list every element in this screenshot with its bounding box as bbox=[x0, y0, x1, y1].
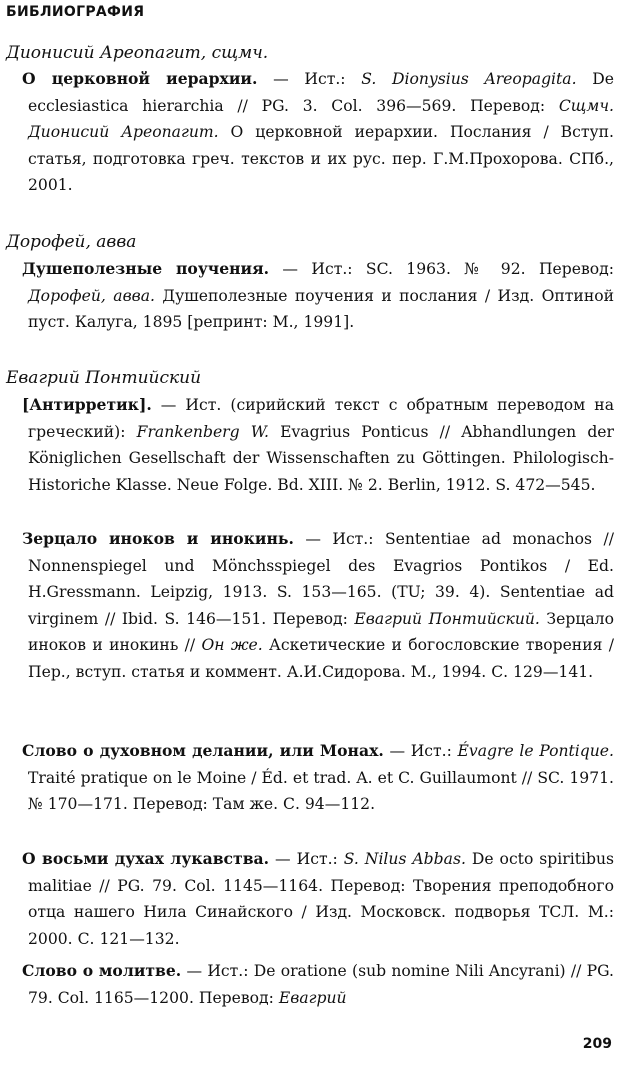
entry-text: О церковной иерархии. Послания / Вступ. статья, подготовка греч. текстов и их рус. пер. Г.М.Прохорова. СПб., 2001. bbox=[28, 123, 614, 195]
entry-title: Слово о духовном делании, или Монах. bbox=[22, 741, 384, 760]
entry-text: — Ист.: De oratione (sub nomine Nili Ancyrani) // PG. 79. Col. 1165—1200. Перевод: bbox=[28, 962, 614, 1007]
entry-text: Душеполезные поучения и послания / Изд. Оптиной пуст. Калуга, 1895 [репринт: М., 1991]. bbox=[28, 286, 615, 332]
entry-italic-text: Évagre le Pontique. bbox=[457, 742, 614, 760]
bibliography-entry bbox=[6, 738, 614, 818]
entry-text: — Ист.: Sententiae ad monachos // Nonnenspiegel und Mönchsspiegel des Evagrios Pontikos / Ed. H.Gressmann. Leipzig, 1913. S. 153—165. (TU; 39. 4). Sententiae ad virginem // Ibid. S. 146—151. Перевод: bbox=[28, 530, 614, 628]
entry-text: — Ист. (сирийский текст с обратным переводом на греческий): bbox=[28, 396, 614, 441]
entry-text: De ecclesiastica hierarchia // PG. 3. Col. 396—569. Перевод: bbox=[28, 70, 614, 115]
entry-text: — Ист.: bbox=[257, 70, 362, 88]
entry-italic-text: Он же. bbox=[201, 636, 263, 655]
entry-text: — Ист.: bbox=[383, 742, 458, 760]
entry-italic-text: Frankenberg W. bbox=[136, 422, 269, 441]
entry-text: Evagrius Ponticus // Abhandlungen der Königlichen Gesellschaft der Wissenschaften zu Göttingen. Philologisch-Historiche Klasse. Neue Folge. Bd. XIII. № 2. Berlin, 1912. S. 472—545. bbox=[28, 422, 614, 494]
page-number: 209 bbox=[582, 1036, 612, 1052]
entry-title: Слово о молитве. bbox=[22, 961, 182, 980]
bibliography-entry bbox=[6, 392, 614, 498]
entry-text: Зерцало иноков и инокинь // bbox=[28, 609, 614, 655]
entry-italic-text: Сщмч. Дионисий Ареопагит. bbox=[28, 96, 614, 142]
entry-title: Зерцало иноков и инокинь. bbox=[22, 529, 294, 548]
bibliography-entry bbox=[6, 256, 614, 336]
entry-text: De octo spiritibus malitiae // PG. 79. Col. 1145—1164. Перевод: Творения преподобного отца нашего Нила Синайского / Изд. Московск. подворья ТСЛ. М.: 2000. С. 121—132. bbox=[28, 850, 614, 948]
entry-italic-text: S. Dionysius Areopagita. bbox=[361, 70, 577, 88]
entry-text: — Ист.: bbox=[269, 850, 344, 868]
bibliography-entry bbox=[6, 66, 614, 199]
author-heading: Дорофей, авва bbox=[6, 232, 137, 252]
bibliography-entry bbox=[6, 958, 614, 1011]
bibliography-entry bbox=[6, 526, 614, 686]
bibliography-entry bbox=[6, 846, 614, 952]
entry-title: О церковной иерархии. bbox=[22, 69, 258, 88]
entry-italic-text: Евагрий bbox=[278, 988, 347, 1007]
entry-italic-text: Евагрий Понтийский. bbox=[354, 609, 540, 628]
entry-text: Traité pratique on le Moine / Éd. et trad. A. et C. Guillaumont // SC. 1971. № 170—171. Перевод: Там же. С. 94—112. bbox=[28, 768, 614, 814]
running-header: БИБЛИОГРАФИЯ bbox=[6, 4, 145, 20]
entry-italic-text: S. Nilus Abbas. bbox=[343, 850, 466, 868]
entry-text: — Ист.: SC. 1963. № 92. Перевод: bbox=[269, 260, 615, 278]
entry-title: О восьми духах лукавства. bbox=[22, 849, 270, 868]
entry-text: Аскетические и богословские творения / Пер., вступ. статья и коммент. А.И.Сидорова. М., 1994. С. 129—141. bbox=[28, 636, 614, 681]
author-heading: Евагрий Понтийский bbox=[6, 368, 202, 388]
entry-title: Душеполезные поучения. bbox=[22, 259, 270, 278]
author-heading: Дионисий Ареопагит, сщмч. bbox=[6, 43, 269, 63]
entry-italic-text: Дорофей, авва. bbox=[28, 286, 155, 305]
entry-title: [Антирретик]. bbox=[22, 395, 152, 414]
